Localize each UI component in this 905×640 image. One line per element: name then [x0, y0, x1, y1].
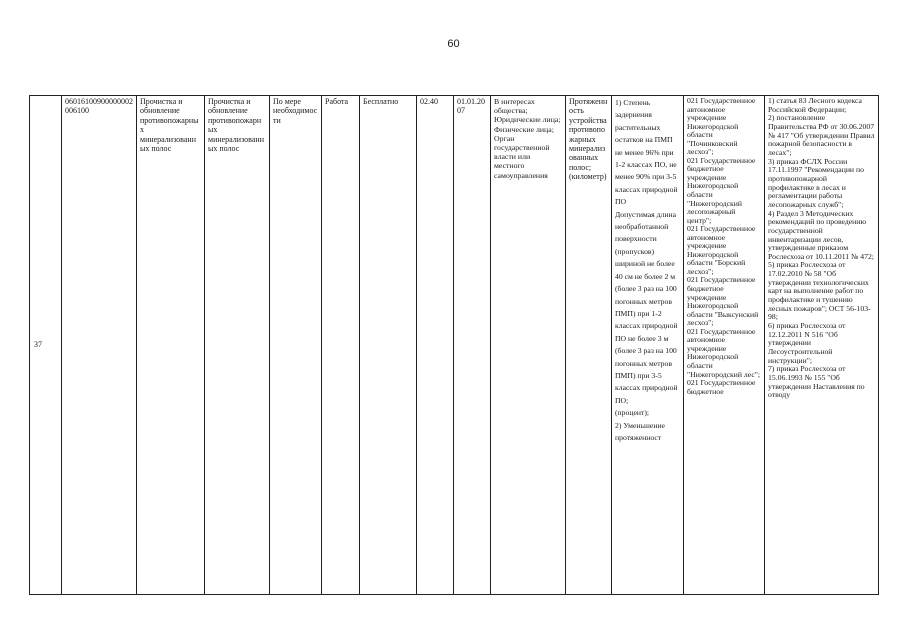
organizations-cell: 021 Государственное автономное учреждение Нижегородской области "Починковский лесхоз"; 021 Государственное бюджетное учреждение Нижегородской области "Нижегородский лесопожарный центр"; 021 Государственное автономное учреждение Нижегородской области "Борский лесхоз"; 021 Государственное бюджетное учреждение Нижегородской области "Выксунский лесхоз"; 021 Государственное автономное учреждение Нижегородской области "Нижегородский лес"; 021 Государственное бюджетное [684, 96, 765, 595]
row-number-cell: 37 [30, 96, 62, 595]
registry-table [29, 95, 879, 595]
page-number: 60 [447, 38, 460, 50]
okved-cell: 02.40 [417, 96, 454, 595]
customers-cell: В интересах общества; Юридические лица; Физические лица; Орган государственной власти или местного самоуправления [491, 96, 566, 595]
service-description-cell: Прочистка и обновление противопожарных минерализованных полос [205, 96, 270, 595]
start-date-cell: 01.01.2007 [454, 96, 491, 595]
legal-basis-cell: 1) статья 83 Лесного кодекса Российской Федерации; 2) постановление Правительства РФ от 30.06.2007 № 417 "Об утверждении Правил пожарной безопасности в лесах"; 3) приказ ФСЛХ России 17.11.1997 "Рекомендации по противопожарной профилактике в лесах и регламентации работы лесопожарных служб"; 4) Раздел 3 Методических рекомендаций по проведению государственной инвентаризации лесов, утвержденные приказом Рослесхоза от 10.11.2011 № 472; 5) приказ Рослесхоза от 17.02.2010 № 58 "Об утверждении технологических карт на выполнение работ по профилактике и тушению лесных пожаров"; ОСТ 56-103-98; 6) приказ Рослесхоза от 12.12.2011 N 516 "Об утверждении Лесоустроительной инструкции"; 7) приказ Рослесхоза от 15.06.1993 № 155 "Об утверждении Наставления по отводу [765, 96, 879, 595]
frequency-cell: По мере необходимости [270, 96, 322, 595]
price-cell: Бесплатно [360, 96, 417, 595]
volume-indicator-cell: Протяженность устройства противопожарных минерализованных полос; (километр) [566, 96, 612, 595]
table-row [30, 96, 879, 595]
registry-code-cell: 06016100900000002006100 [62, 96, 137, 595]
service-name-cell: Прочистка и обновление противопожарных минерализованных полос [137, 96, 205, 595]
quality-requirements-cell: 1) Степень задернения растительных остатков на ПМП не менее 96% при 1-2 классах ПО, не менее 90% при 3-5 классах природной ПО Допустимая длина необработанной поверхности (пропусков) шириной не более 40 см не более 2 м (более 3 раз на 100 погонных метров ПМП) при 1-2 классах природной ПО не более 3 м (более 3 раз на 100 погонных метров ПМП) при 3-5 классах природной ПО; (процент); 2) Уменьшение протяженност [612, 96, 684, 595]
work-type-cell: Работа [322, 96, 360, 595]
